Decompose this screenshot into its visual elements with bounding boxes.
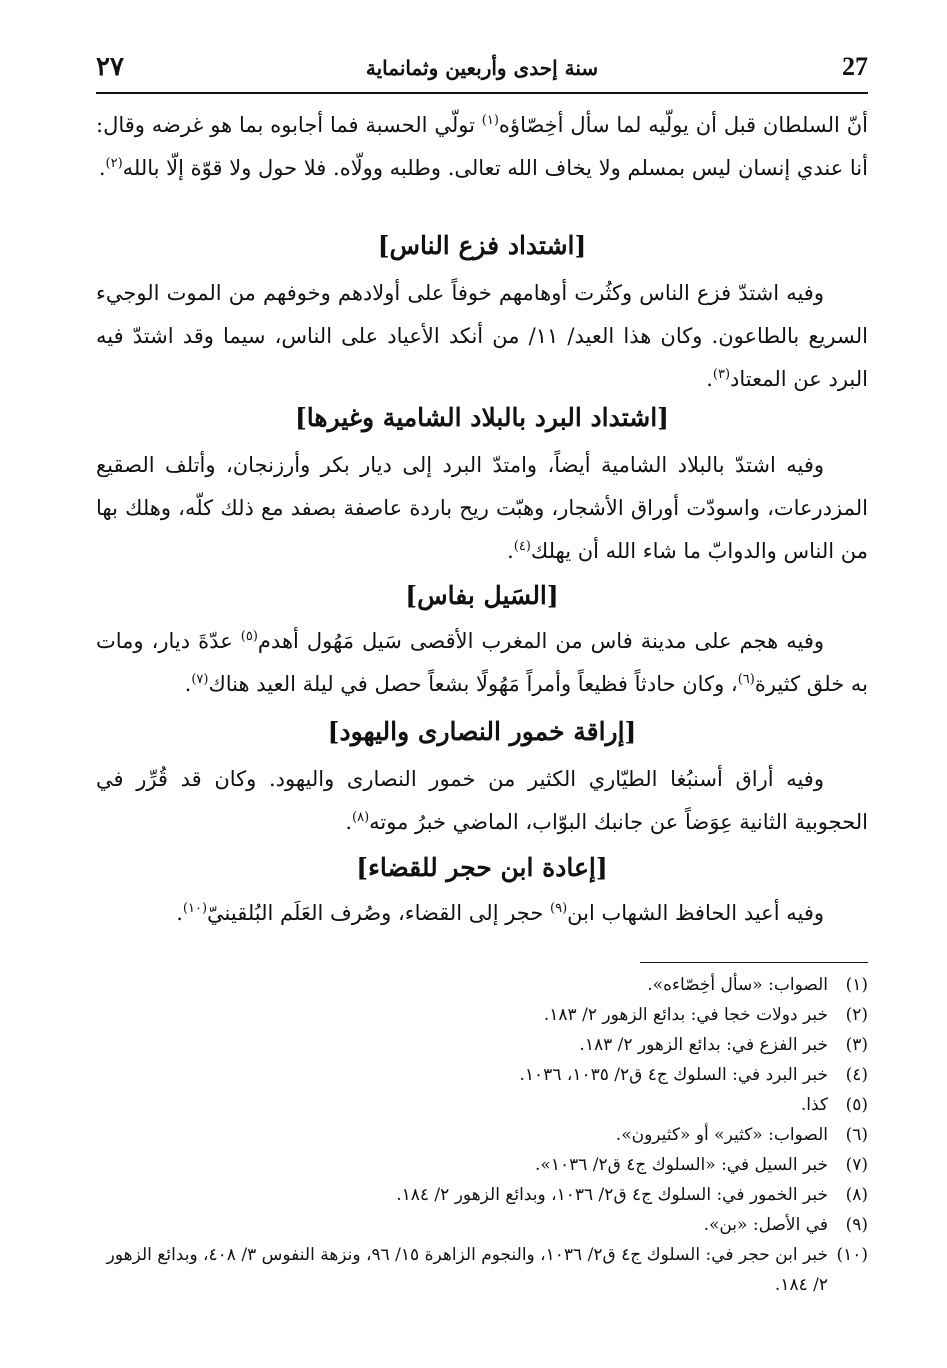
page-header xyxy=(96,52,868,86)
footnote-ref: (٩) xyxy=(550,901,568,916)
footnote-rule xyxy=(640,962,868,963)
header-rule xyxy=(96,92,868,94)
intro-end: . xyxy=(98,156,106,180)
footnote-ref: (٣) xyxy=(712,367,731,382)
section-paragraph xyxy=(96,758,868,844)
footnote xyxy=(96,1150,868,1180)
intro-text-a: أنّ السلطان قبل أن يولّيه لما سأل أخِصّاؤه xyxy=(498,113,868,137)
footnote xyxy=(96,1090,868,1120)
section-text: وفيه اشتدّ بالبلاد الشامية أيضاً، وامتدّ البرد إلى ديار بكر وأرزنجان، وأتلف الصقيع المزدرعات، واسودّت أوراق الأشجار، وهبّت ريح باردة عاصفة بصفد مع ذلك كلّه، وهلك بها من الناس والدوابّ ما شاء الله أن يهلك xyxy=(96,453,868,563)
footnote-ref: (٧) xyxy=(191,672,209,687)
footnote-text: خبر البرد في: السلوك ج٤ ق٢/ ١٠٣٥، ١٠٣٦. xyxy=(519,1065,828,1085)
footnote-ref: (١) xyxy=(481,113,499,128)
section-heading: [السَيل بفاس] xyxy=(405,581,559,610)
footnote xyxy=(96,1180,868,1210)
footnote-number: (٥) xyxy=(845,1095,868,1115)
footnote xyxy=(96,1060,868,1090)
page-number-arabic: ٢٧ xyxy=(96,52,124,82)
footnote-ref: (٦) xyxy=(737,672,755,687)
section-heading: [اشتداد فزع الناس] xyxy=(377,231,587,260)
footnotes-list xyxy=(96,970,868,1300)
section-end: . xyxy=(184,672,192,696)
footnote-ref: (٥) xyxy=(240,629,258,644)
footnote-number: (١) xyxy=(845,975,868,995)
section-heading: [إعادة ابن حجر للقضاء] xyxy=(356,853,608,882)
footnote-text: في الأصل: «بن». xyxy=(703,1215,828,1235)
section-text-b: حجر إلى القضاء، وصُرف العَلَم البُلقينيّ xyxy=(207,901,551,925)
footnote xyxy=(96,1120,868,1150)
footnote-number: (٢) xyxy=(845,1005,868,1025)
footnote-text: خبر السيل في: «السلوك ج٤ ق٢/ ١٠٣٦». xyxy=(535,1155,828,1175)
footnote xyxy=(96,1240,868,1300)
footnote-text: خبر دولات خجا في: بدائع الزهور ٢/ ١٨٣. xyxy=(543,1005,828,1025)
footnote-text: الصواب: «سأل أخِصّاءه». xyxy=(647,975,828,995)
footnote xyxy=(96,1030,868,1060)
footnote-ref: (٢) xyxy=(105,156,123,171)
footnote-number: (١٠) xyxy=(836,1245,868,1265)
section-text: وفيه أراق أسنبُغا الطيّاري الكثير من خمور النصارى واليهود. وكان قد قُرِّر في الحجوبية الثانية عِوَضاً عن جانبك البوّاب، الماضي خبرُ موته xyxy=(96,767,868,834)
section-text: وفيه هجم على مدينة فاس من المغرب الأقصى سَيل مَهُول أهدم xyxy=(257,629,825,653)
section-text-c: ، وكان حادثاً فظيعاً وأمراً مَهُولًا بشعاً حصل في ليلة العيد هناك xyxy=(208,672,738,696)
section-end: . xyxy=(706,367,713,391)
intro-text-b: تولّي الحسبة فما أجابوه بما هو غرضه وقال: أنا عندي إنسان ليس بمسلم ولا يخاف الله تعالى. وطلبه وولّاه. فلا حول ولا قوّة إلّا بالله xyxy=(96,113,868,180)
footnote-text: خبر الخمور في: السلوك ج٤ ق٢/ ١٠٣٦، وبدائع الزهور ٢/ ١٨٤. xyxy=(396,1185,828,1205)
section-end: . xyxy=(345,810,353,834)
footnote-ref: (٤) xyxy=(513,539,531,554)
section-paragraph xyxy=(96,620,868,706)
section-end: . xyxy=(507,539,514,563)
footnote-text: خبر ابن حجر في: السلوك ج٤ ق٢/ ١٠٣٦، والنجوم الزاهرة ١٥/ ٩٦، ونزهة النفوس ٣/ ٤٠٨، وبدائع الزهور ٢/ ١٨٤. xyxy=(106,1245,828,1295)
section-heading: [إراقة خمور النصارى واليهود] xyxy=(327,717,637,746)
footnote-ref: (٨) xyxy=(352,810,370,825)
footnote-text: الصواب: «كثير» أو «كثيرون». xyxy=(615,1125,828,1145)
footnote xyxy=(96,1210,868,1240)
footnote-ref: (١٠) xyxy=(182,901,208,916)
running-title: سنة إحدى وأربعين وثمانماية xyxy=(365,56,599,80)
section-paragraph xyxy=(96,892,868,935)
section-text: وفيه أعيد الحافظ الشهاب ابن xyxy=(567,901,824,925)
section-text: وفيه اشتدّ فزع الناس وكثُرت أوهامهم خوفاً على أولادهم وخوفهم من الموت الوجيء السريع بالطاعون. وكان هذا العيد/ ١١/ من أنكد الأعياد على الناس، سيما وقد اشتدّ فيه البرد عن المعتاد xyxy=(96,281,868,391)
footnote-number: (٩) xyxy=(845,1215,868,1235)
section-paragraph xyxy=(96,272,868,401)
footnote xyxy=(96,1000,868,1030)
footnote-number: (٣) xyxy=(845,1035,868,1055)
page-number-latin: 27 xyxy=(842,52,868,81)
footnote-number: (٤) xyxy=(845,1065,868,1085)
section-heading: [اشتداد البرد بالبلاد الشامية وغيرها] xyxy=(294,403,670,432)
footnote xyxy=(96,970,868,1000)
footnote-number: (٨) xyxy=(845,1185,868,1205)
section-end: . xyxy=(176,901,183,925)
footnote-text: خبر الفزع في: بدائع الزهور ٢/ ١٨٣. xyxy=(579,1035,828,1055)
section-paragraph xyxy=(96,444,868,573)
section-text-b: عدّةَ ديار، ومات به خلق كثيرة xyxy=(96,629,868,696)
intro-paragraph xyxy=(96,104,868,190)
footnote-text: كذا. xyxy=(800,1095,828,1115)
footnote-number: (٦) xyxy=(845,1125,868,1145)
footnote-number: (٧) xyxy=(845,1155,868,1175)
